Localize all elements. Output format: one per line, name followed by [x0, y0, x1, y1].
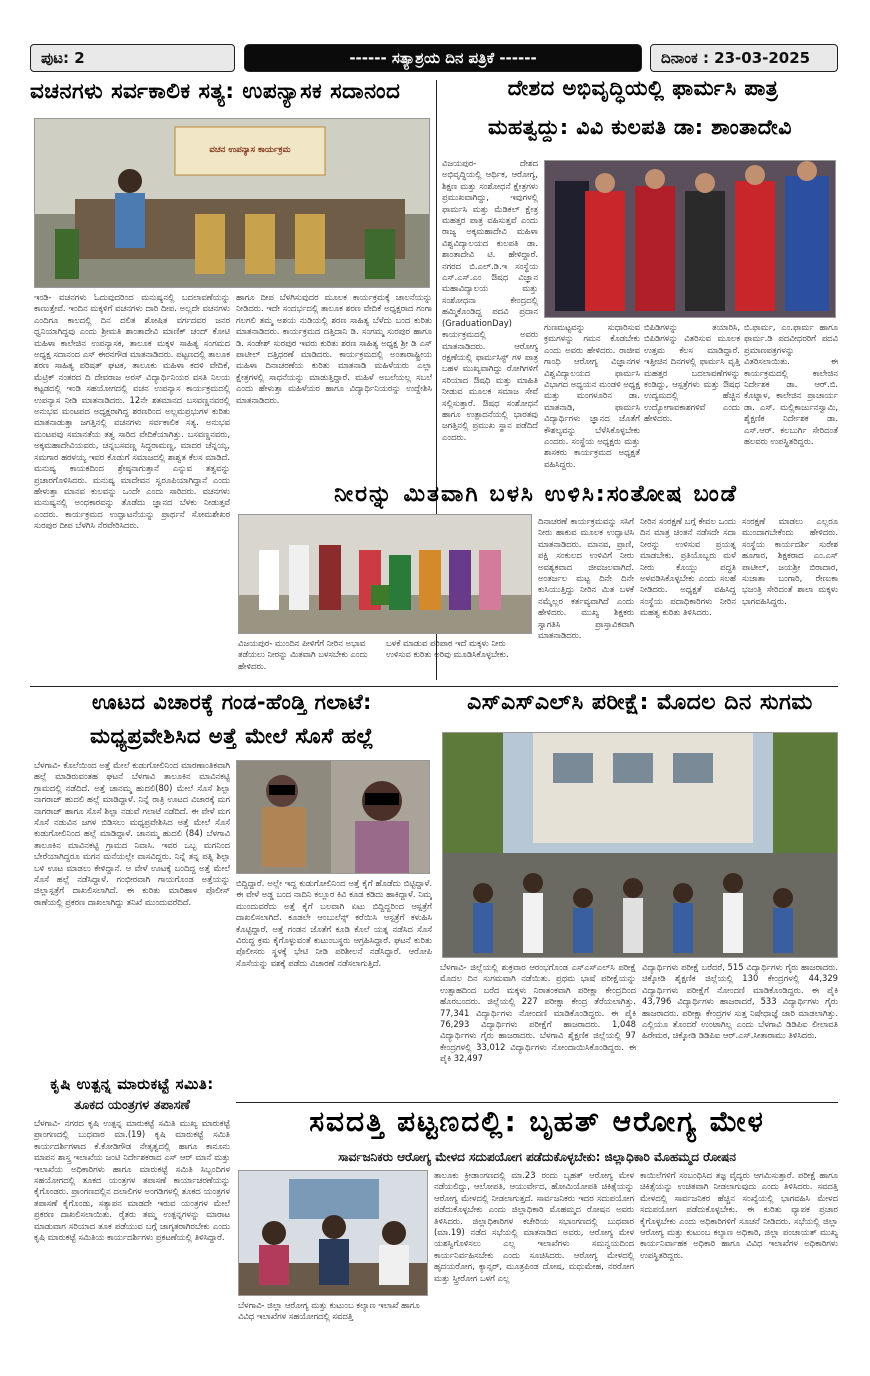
- story7-caption: ಬೆಳಗಾವಿ- ಜಿಲ್ಲಾ ಆರೋಗ್ಯ ಮತ್ತು ಕುಟುಂಬ ಕಲ್ಯಾಣ ಇಲಾಖೆ ಹಾಗೂ ವಿವಿಧ ಇಲಾಖೆಗಳ ಸಹಯೋಗದಲ್ಲಿ ಸವದತ್ತಿ: [238, 1300, 420, 1322]
- story2-column-2: ಗುಣಮಟ್ಟವನ್ನು ಸುಧಾರಿಸುವ ಕ್ರಮಗಳನ್ನು ಗಮನ ಕೊಡಬೇಕು ಎಂದು ಅವರು ಹೇಳಿದರು. ರಾಜೀವ ಗಾಂಧಿ ಆರೋಗ್ಯ ವಿಜ್ಞಾನಗಳ ವಿಶ್ವವಿದ್ಯಾಲಯದ ಫಾರ್ಮಸಿ ವಿಭಾಗದ ಅಧ್ಯಯನ ಮಂಡಳಿ ಅಧ್ಯಕ್ಷ ಮತ್ತು ಮಂಗಳೂರಿನ ಡಾ. ಮಾತನಾಡಿ, ಫಾರ್ಮಸಿ ವಿದ್ಯಾರ್ಥಿಗಳು ಜ್ಞಾನದ ಜೊತೆಗೆ ಕೌಶಲ್ಯವನ್ನು ಬೆಳೆಸಿಕೊಳ್ಳಬೇಕು ಎಂದರು. ಸಂಸ್ಥೆಯ ಅಧ್ಯಕ್ಷರು ಮತ್ತು ಶಾಸಕರು ಕಾರ್ಯಕ್ರಮದ ಅಧ್ಯಕ್ಷತೆ ವಹಿಸಿದ್ದರು.: [544, 322, 640, 469]
- story7-photo: [238, 1170, 428, 1296]
- story1-column-2: ಹಾಗೂ ದೀಪ ಬೆಳಗಿಸುವುದರ ಮೂಲಕ ಕಾರ್ಯಕ್ರಮಕ್ಕೆ ಚಾಲನೆಯನ್ನು ನೀಡಿದರು. ಇದೇ ಸಂದರ್ಭದಲ್ಲಿ ತಾಲೂಕ ಶರಣ ವೇದಿಕೆ ಅಧ್ಯಕ್ಷರಾದ ಗಂಗಾ ಗಲಗಲಿ ತಮ್ಮ ಅಶಯ ನುಡಿಯಲ್ಲಿ ಶರಣ ಸಾಹಿತ್ಯ ಬೆಳೆದು ಬಂದ ಕುರಿತು ಮಾತನಾಡಿದರು. ಕಾರ್ಯಕ್ರಮದ ದತ್ತಿದಾನಿ ಡಿ. ಸಂಗಮ್ಮ ಸುರಪುರ ಹಾಗೂ ಡಿ. ಸಂಡೇಶ್ ಸುರಪುರ ಇವರು ಕುರಿತು ಶರಣ ಸಾಹಿತ್ಯ ಅಧ್ಯಕ್ಷ ಶ್ರೀ ಡಿ ಎಸ್ ಪಾಟೀಲ್ ದತ್ತಿಧರಣೆ ಮಾಡಿದರು. ಕಾರ್ಯಕ್ರಮದಲ್ಲಿ ಅಂತಾರಾಷ್ಟ್ರೀಯ ಮಹಿಳಾ ದಿನಾಚರಣೆಯ ಕುರಿತು ಮಾತನಾಡಿ ಮಹಿಳೆಯರು ಎಲ್ಲಾ ಕ್ಷೇತ್ರಗಳಲ್ಲಿ ಸಾಧನೆಯನ್ನು ಮಾಡುತ್ತಿದ್ದಾರೆ. ಮಹಿಳೆ ಅಬಲೆಯಲ್ಲ ಸಬಲೆ ಎಂದು ಹೇಳುತ್ತಾ ಮಹಿಳೆಯರ ಹಾಗೂ ವಿದ್ಯಾರ್ಥಿನಿಯರನ್ನು ಉದ್ದೇಶಿಸಿ ಮಾತನಾಡಿದರು.: [236, 292, 432, 405]
- story3-headline: ನೀರನ್ನು ಮಿತವಾಗಿ ಬಳಸಿ ಉಳಿಸಿ:ಸಂತೋಷ ಬಂಡೆ: [334, 481, 738, 507]
- page-number: ಪುಟ: 2: [30, 44, 235, 72]
- story7-column-2: ಕಾಯಿಲೆಗಳಿಗೆ ಸಂಬಂಧಿಸಿದ ತಜ್ಞ ವೈದ್ಯರು ಆಗಮಿಸುತ್ತಾರೆ. ಪರೀಕ್ಷೆ ಹಾಗೂ ಚಿಕಿತ್ಸೆಯನ್ನು ಉಚಿತವಾಗಿ ನೀಡಲಾಗುವುದು ಎಂದು ತಿಳಿಸಿದರು. ಸವದತ್ತಿ ಮೇಳದಲ್ಲಿ ಸಾರ್ವಜನಿಕರ ಹೆಚ್ಚಿನ ಸಂಖ್ಯೆಯಲ್ಲಿ ಭಾಗವಹಿಸಿ ಮೇಳದ ಸದುಪಯೋಗ ಪಡೆದುಕೊಳ್ಳಬೇಕು. ಈ ಕುರಿತು ವ್ಯಾಪಕ ಪ್ರಚಾರ ಕೈಗೊಳ್ಳಬೇಕು ಎಂದು ಅಧಿಕಾರಿಗಳಿಗೆ ಸೂಚನೆ ನೀಡಿದರು. ಸಭೆಯಲ್ಲಿ ಜಿಲ್ಲಾ ಆರೋಗ್ಯ ಮತ್ತು ಕುಟುಂಬ ಕಲ್ಯಾಣ ಅಧಿಕಾರಿ, ಜಿಲ್ಲಾ ಪಂಚಾಯತ್ ಮುಖ್ಯ ಕಾರ್ಯನಿರ್ವಾಹಕ ಅಧಿಕಾರಿ ಹಾಗೂ ವಿವಿಧ ಇಲಾಖೆಗಳ ಅಧಿಕಾರಿಗಳು ಉಪಸ್ಥಿತರಿದ್ದರು.: [640, 1170, 838, 1260]
- story4-column-1: ಬೆಳಗಾವಿ- ಕೊಲೆಯಿಂದ ಅತ್ತೆ ಮೇಲೆ ಕುಡುಗೋಲಿನಿಂದ ಮಾರಣಾಂತಿಕವಾಗಿ ಹಲ್ಲೆ ಮಾಡಿರುವಂತಹ ಘಟನೆ ಬೆಳಗಾವಿ ತಾಲೂಕಿನ ಮಾವಿನಕಟ್ಟಿ ಗ್ರಾಮದಲ್ಲಿ ನಡೆದಿದೆ. ಅತ್ತೆ ಚಾನಮ್ಮ ಹುದಲಿ(80) ಮೇಲೆ ಸೊಸೆ ಶಿಲ್ಪಾ ನಾಗರಾಜ್ ಹುದಲಿ ಹಲ್ಲೆ ಮಾಡಿದ್ದಾಳೆ. ನಿನ್ನೆ ರಾತ್ರಿ ಊಟದ ವಿಚಾರಕ್ಕೆ ಮಗ ನಾಗರಾಜ್ ಹಾಗೂ ಸೊಸೆ ಶಿಲ್ಪಾ ನಡುವೆ ಗಲಾಟೆ ನಡೆದಿದೆ. ಈ ವೇಳೆ ಮಗ ಸೊಸೆ ನಡುವಿನ ಜಗಳ ಬಿಡಿಸಲು ಮಧ್ಯಪ್ರವೇಶಿಸಿದ ಅತ್ತೆ ಮೇಲೆ ಸೊಸೆ ಕುಡುಗೋಲಿನಿಂದ ಹಲ್ಲೆ ಮಾಡಿದ್ದಾಳೆ. ಚಾನಮ್ಮ ಹುದಲಿ (84) ಬೆಳಗಾವಿ ತಾಲೂಕಿನ ಮಾವಿನಕಟ್ಟಿ ಗ್ರಾಮದ ನಿವಾಸಿ. ಇವರ ಒಬ್ಬ ಮಗನಿಂದ ಬೇರೆಯಾಗಿದ್ದರೂ ಮಗನ ಮನೆಯಲ್ಲೇ ವಾಸವಿದ್ದರು. ನಿನ್ನೆ ತನ್ನ ಪತ್ನಿ ಶಿಲ್ಪಾ ಬಳಿ ಊಟ ಮಾಡಲು ಕೇಳಿದ್ದಾನೆ. ಆ ವೇಳೆ ಊಟಕ್ಕೆ ಬಂದಿದ್ದ ಅತ್ತೆ ಮೇಲೆ ಸೊಸೆ ಹಲ್ಲೆ ನಡೆಸಿದ್ದಾಳೆ. ಗಂಭೀರವಾಗಿ ಗಾಯಗೊಂಡ ಅತ್ತೆಯನ್ನು ಜಿಲ್ಲಾಸ್ಪತ್ರೆಗೆ ದಾಖಲಿಸಲಾಗಿದೆ. ಈ ಕುರಿತು ಮಾರಿಹಾಳ ಪೊಲೀಸ್ ಠಾಣೆಯಲ್ಲಿ ಪ್ರಕರಣ ದಾಖಲಾಗಿದ್ದು ತನಿಖೆ ಮುಂದುವರೆದಿದೆ.: [34, 760, 230, 907]
- story6-subhead: ತೂಕದ ಯಂತ್ರಗಳ ತಪಾಸಣೆ: [74, 1098, 190, 1113]
- section-divider: [30, 686, 838, 687]
- story3-caption-1: ವಿಜಯಪುರ- ಮುಂದಿನ ಪೀಳಿಗೆಗೆ ನೀರಿನ ಅಭಾವ ತಡೆಯಲು ನೀರನ್ನು ಮಿತವಾಗಿ ಬಳಸಬೇಕು ಎಂದು ಹೇಳಿದರು.: [238, 638, 368, 671]
- section-divider-bottom: [236, 1102, 838, 1103]
- story7-subhead: ಸಾರ್ವಜನಿಕರು ಆರೋಗ್ಯ ಮೇಳದ ಸದುಪಯೋಗ ಪಡೆದುಕೊಳ್ಳಬೇಕು: ಜಿಲ್ಲಾಧಿಕಾರಿ ಮೊಹಮ್ಮದ ರೋಷನ: [338, 1150, 736, 1164]
- story1-photo: [34, 118, 430, 288]
- story2-headline-line2: ಮಹತ್ವದ್ದು: ವಿವಿ ಕುಲಪತಿ ಡಾ: ಶಾಂತಾದೇವಿ: [488, 115, 792, 139]
- story4-headline-line2: ಮಧ್ಯಪ್ರವೇಶಿಸಿದ ಅತ್ತೆ ಮೇಲೆ ಸೊಸೆ ಹಲ್ಲೆ: [90, 724, 374, 748]
- story2-column-4: ಬಿ.ಫಾರ್ಮ, ಎಂ.ಫಾರ್ಮ ಹಾಗೂ ಫಾರ್ಮ.ಡಿ ಪದವೀಧರರಿಗೆ ಪದವಿ ಪ್ರಮಾಣಪತ್ರಗಳನ್ನು ವಿತರಿಸಲಾಯಿತು. ಈ ಕಾರ್ಯಕ್ರಮದಲ್ಲಿ ಕಾಲೇಜಿನ ನಿರ್ದೇಶಕ ಡಾ. ಆರ್.ಬಿ. ಕೊಟ್ನಾಳ, ಕಾಲೇಜಿನ ಪ್ರಾಚಾರ್ಯ ಡಾ. ಎಸ್. ಮಲ್ಲಿಕಾರ್ಜುನಸ್ವಾಮಿ, ಶೈಕ್ಷಣಿಕ ನಿರ್ದೇಶಕ ಡಾ. ಎಸ್.ಆರ್. ಕಲಬುರ್ಗಿ ಸೇರಿದಂತೆ ಹಲವರು ಉಪಸ್ಥಿತರಿದ್ದರು.: [744, 322, 838, 447]
- story3-column-3: ಸಂರಕ್ಷಣೆ ಮಾಡಲು ಎಲ್ಲರೂ ಮುಂದಾಗಬೇಕೆಂದು ಹೇಳಿದರು. ಸಂಸ್ಥೆಯ ಕಾರ್ಯದರ್ಶಿ ಸುರೇಶ ಹೂಗಾರ, ಶಿಕ್ಷಕರಾದ ಎಂ.ಎಸ್ ಪಾಟೀಲ್, ಜಯಶ್ರೀ ಬಿರಾದಾರ, ಸುಜಾತಾ ಬಂಗಾರಿ, ರೇಣುಕಾ ಭಜಂತ್ರಿ ಸೇರಿದಂತೆ ಶಾಲಾ ಮಕ್ಕಳು ಭಾಗವಹಿಸಿದ್ದರು.: [742, 516, 838, 606]
- story1-column-1: ಇಂಡಿ- ವಚನಗಳು ಓದುವುದರಿಂದ ಮನುಷ್ಯನಲ್ಲಿ ಬದಲಾವಣೆಯನ್ನು ಕಾಣುತ್ತೇವೆ. ಇಂದಿನ ಮಕ್ಕಳಿಗೆ ವಚನಗಳು ದಾರಿ ದೀಪ. ಅಲ್ಲದೇ ವಚನಗಳು ಎಂದಿಗೂ ಕಾಲದಲ್ಲಿ ದಿನ ದಲಿತ ಶೋಷಿತ ವರ್ಗದವರ ಜನರ ಧ್ವನಿಯಾಗಿದ್ದವು ಎಂದು ಶ್ರೀಮತಿ ಶಾಂತಾದೇವಿ ಮಾಣಿಕ್ ಚಂದ್ ಕೋಟಿ ಮಹಿಳಾ ಕಾಲೇಜಿನ ಉಪನ್ಯಾಸಕ, ತಾಲೂಕ ಮಕ್ಕಳ ಸಾಹಿತ್ಯ ಸಂಗಮದ ಅಧ್ಯಕ್ಷ ಸದಾನಂದ ಎಸ್ ಈರನಗೌಡ ಮಾತನಾಡಿದರು. ಪಟ್ಟಣದಲ್ಲಿ ತಾಲೂಕ ಶರಣ ಸಾಹಿತ್ಯ ಪರಿಷತ್ ಘಟಕ, ತಾಲೂಕು ಮಹಿಳಾ ಕದಳಿ ವೇದಿಕೆ, ಮೆಟ್ರಿಕ್ ನಂತರದ ದಿ ದೇವರಾಜ ಅರಸ್ ವಿದ್ಯಾರ್ಥಿನಿಯರ ವಸತಿ ನಿಲಯ ಕಟ್ಟಡದಲ್ಲಿ ಇಂಡಿ ಸಹಯೋಗದಲ್ಲಿ ವಚನ ಉಪನ್ಯಾಸ ಕಾರ್ಯಕ್ರಮದಲ್ಲಿ ಉಪನ್ಯಾಸ ನೀಡಿ ಮಾತನಾಡಿದರು. 12ನೇ ಶತಮಾನದ ಬಸವಣ್ಣನವರಲ್ಲಿ ಅನುಭವ ಮಂಟಪದ ಅಧ್ಯಕ್ಷರಾಗಿದ್ದ ಶರಣರಿಂದ ಅಲ್ಲಮಪ್ರಭುಗಳ ಕುರಿತು ಮಾತನಾಡುತ್ತಾ ಜಗತ್ತಿನಲ್ಲಿ ವಚನಗಳು ಸರ್ವಕಾಲಿಕ ಸತ್ಯ. ಅನುಭವ ಮಂಟಪವು ಸಮಾನತೆಯ ತತ್ವ ಸಾರಿದ ವೇದಿಕೆಯಾಗಿತ್ತು. ಬಸವಣ್ಣನವರು, ಅಕ್ಕಮಹಾದೇವಿಯವರು, ಚನ್ನಬಸವಣ್ಣ ಸಿದ್ಧರಾಮಣ್ಣ, ಮಾದರ ಚೆನ್ನಯ್ಯ, ಸಮಗಾರ ಹರಳಯ್ಯ ಇವರ ಕೊಡುಗೆ ಸಮಾಜದಲ್ಲಿ ಶಾಶ್ವತ ಕೆಲಸ ಮಾಡಿದೆ. ಮನುಷ್ಯ ಕಾಯಕದಿಂದ ಶ್ರೇಷ್ಠನಾಗುತ್ತಾನೆ ಎನ್ನುವ ತತ್ವವನ್ನು ಪ್ರಚಾರಗೊಳಿಸಿದರು. ಮನುಷ್ಯ ಮಾದೇವನ ಸ್ವರೂಪಿಯಾಗಿದ್ದಾನೆ ಎಂದು ಹೇಳುತ್ತಾ ಮಾನವ ಕುಲವನ್ನು ಒಂದೇ ಎಂದು ಸಾರಿದರು. ವಚನಗಳು ಮನುಷ್ಯನಲ್ಲಿ ಅಂಧಕಾರವನ್ನು ತೊಡೆದು ಜ್ಞಾನದ ಬೆಳಕು ನೀಡುತ್ತವೆ ಎಂದರು. ಕಾರ್ಯಕ್ರಮದ ಉದ್ಘಾಟನೆಯನ್ನು ಪ್ರಾರ್ಥನೆ ಸೋಮಶೇಖರ ಸುರಪುರ ದೀಪ ಬೆಳಗಿಸಿ ನೆರವೇರಿಸಿದರು.: [34, 292, 230, 531]
- story4-column-2: ಬಿದ್ದಿದ್ದಾರೆ. ಅಲ್ಲೇ ಇದ್ದ ಕುಡುಗೋಲಿನಿಂದ ಅತ್ತೆ ಕೈಗೆ ಹೊಡೆದು ಬಿಟ್ಟಿದ್ದಾಳೆ. ಈ ವೇಳೆ ಅಡ್ಡ ಬಂದ ನಾದಿನಿ ಕಲ್ಲೂರ ಕಿವಿ ಕೂಡ ಕಡಿದು ಹಾಕಿದ್ದಾಳೆ. ನಿಮ್ಮ ಮುಂದುವರೆದು ಅತ್ತೆ ಕೈಗೆ ಬಲವಾಗಿ ಏಟು ಬಿದ್ದಿದ್ದರಿಂದ ಆಸ್ಪತ್ರೆಗೆ ದಾಖಲಿಸಲಾಗಿದೆ. ಕೂಡಲೇ ಆಂಬುಲೆನ್ಸ್ ಕರೆಯಿಸಿ ಆಸ್ಪತ್ರೆಗೆ ಕಳುಹಿಸಿ ಕೊಟ್ಟಿದ್ದಾರೆ. ಅತ್ತೆ ಗಂಡನ ಜೊತೆಗೆ ಕೂಡಿ ಕೊಲೆ ಯತ್ನ ನಡೆಸಿದ ಸೊಸೆ ವಿರುದ್ಧ ಕ್ರಮ ಕೈಗೊಳ್ಳುವಂತೆ ಕುಟುಂಬಸ್ಥರು ಆಗ್ರಹಿಸಿದ್ದಾರೆ. ಘಟನೆ ಕುರಿತು ಪೊಲೀಸರು ಸ್ಥಳಕ್ಕೆ ಭೇಟಿ ನೀಡಿ ಪರಿಶೀಲನೆ ನಡೆಸಿದ್ದಾರೆ. ಆರೋಪಿ ಸೊಸೆಯನ್ನು ವಶಕ್ಕೆ ಪಡೆದು ವಿಚಾರಣೆ ನಡೆಸಲಾಗುತ್ತಿದೆ.: [236, 878, 432, 968]
- story2-photo: [544, 160, 836, 318]
- story6-column-1: ಬೆಳಗಾವಿ- ನಗರದ ಕೃಷಿ ಉತ್ಪನ್ನ ಮಾರುಕಟ್ಟೆ ಸಮಿತಿ ಮುಖ್ಯ ಮಾರುಕಟ್ಟೆ ಪ್ರಾಂಗಣದಲ್ಲಿ ಬುಧವಾರ ಮಾ.(19) ಕೃಷಿ ಮಾರುಕಟ್ಟೆ ಸಮಿತಿ ಕಾರ್ಯದರ್ಶಿಗಳಾದ ಕೆ.ಕೋಡಿಗೌಡ ನೇತೃತ್ವದಲ್ಲಿ ಹಾಗೂ ಕಾನೂನು ಮಾಪನ ಶಾಸ್ತ್ರ ಇಲಾಖೆಯ ಜಂಟಿ ನಿರ್ದೇಶಕರಾದ ಎಸ್ ಆರ್ ಮಾನೆ ಮತ್ತು ಇಲಾಖೆಯ ಅಧಿಕಾರಿಗಳು ಹಾಗೂ ಮಾರುಕಟ್ಟೆ ಸಮಿತಿ ಸಿಬ್ಬಂದಿಗಳ ಸಹಯೋಗದಲ್ಲಿ ತೂಕದ ಯಂತ್ರಗಳ ತಪಾಸಣೆ ಕಾರ್ಯಾಚರಣೆಯನ್ನು ಕೈಗೊಂಡರು. ಪ್ರಾಂಗಣದಲ್ಲಿನ ದಲಾಲಿಗಳ ಅಂಗಡಿಗಳಲ್ಲಿ ತೂಕದ ಯಂತ್ರಗಳ ತಪಾಸಣೆ ಕೈಗೊಂಡು, ಸತ್ಯಾಪನ ಮಾಡದೇ ಇರುವ ಯಂತ್ರಗಳ ಮೇಲೆ ಪ್ರಕರಣ ದಾಖಲಿಸಲಾಯಿತು. ರೈತರು ತಮ್ಮ ಉತ್ಪನ್ನಗಳನ್ನು ಮಾರಾಟ ಮಾಡುವಾಗ ಸರಿಯಾದ ತೂಕ ಪಡೆಯುವ ಬಗ್ಗೆ ಜಾಗೃತರಾಗಿರಬೇಕು ಎಂದು ಕೃಷಿ ಮಾರುಕಟ್ಟೆ ಸಮಿತಿಯ ಕಾರ್ಯದರ್ಶಿಗಳು ಪ್ರಕಟಣೆಯಲ್ಲಿ ತಿಳಿಸಿದ್ದಾರೆ.: [34, 1118, 230, 1243]
- story7-headline: ಸವದತ್ತಿ ಪಟ್ಟಣದಲ್ಲಿ: ಬೃಹತ್ ಆರೋಗ್ಯ ಮೇಳ: [309, 1105, 765, 1138]
- story3-photo: [238, 514, 532, 634]
- story4-photo: [236, 760, 430, 874]
- date-label: ದಿನಾಂಕ : 23-03-2025: [650, 44, 838, 72]
- story3-column-2: ನೀರಿನ ಸಂರಕ್ಷಣೆ ಬಗ್ಗೆ ಕೇವಲ ಒಂದು ದಿನ ಮಾತ್ರ ಚಿಂತನೆ ನಡೆಸದೇ ಸದಾ ನೀರನ್ನು ಉಳಿಸುವ ಪ್ರಯತ್ನ ಮಾಡಬೇಕು. ಪ್ರತಿಯೊಬ್ಬರು ಮಳೆ ನೀರು ಕೊಯ್ಲು ಪದ್ಧತಿ ಅಳವಡಿಸಿಕೊಳ್ಳಬೇಕು ಎಂದು ಸಲಹೆ ನೀಡಿದರು. ಅಧ್ಯಕ್ಷತೆ ವಹಿಸಿದ್ದ ಸಂಸ್ಥೆಯ ಪದಾಧಿಕಾರಿಗಳು ನೀರಿನ ಮಹತ್ವ ಕುರಿತು ತಿಳಿಸಿದರು.: [640, 516, 736, 618]
- story4-headline-line1: ಊಟದ ವಿಚಾರಕ್ಕೆ ಗಂಡ-ಹೆಂಡ್ತಿ ಗಲಾಟೆ:: [92, 690, 372, 714]
- story2-column-3: ಬಿಪಿಡಿಗಳನ್ನು ತಯಾರಿಸಿ, ಬಿಪಿಡಿಗಳನ್ನು ವಿತರಿಸುವ ಮೂಲಕ ಉತ್ತಮ ಕೆಲಸ ಮಾಡಿದ್ದಾರೆ. ಇತ್ತೀಚಿನ ದಿನಗಳಲ್ಲಿ ಫಾರ್ಮಸಿ ವೃತ್ತಿ ಮಹತ್ತರ ಬದಲಾವಣೆಗಳನ್ನು ಕಂಡಿದ್ದು, ಆಸ್ಪತ್ರೆಗಳು ಮತ್ತು ಔಷಧ ಉದ್ಯಮದಲ್ಲಿ ಹೆಚ್ಚಿನ ಉದ್ಯೋಗಾವಕಾಶಗಳಿವೆ ಎಂದು ಹೇಳಿದರು.: [644, 322, 740, 424]
- paper-name: ------ ಸತ್ಯಾಶ್ರಯ ದಿನ ಪತ್ರಿಕೆ ------: [244, 44, 642, 72]
- story2-column-1: ವಿಜಯಪುರ- ದೇಶದ ಅಭಿವೃದ್ಧಿಯಲ್ಲಿ ಆರ್ಥಿಕ, ಆರೋಗ್ಯ, ಶಿಕ್ಷಣ ಮತ್ತು ಸಂಶೋಧನೆ ಕ್ಷೇತ್ರಗಳು ಪ್ರಮುಖವಾಗಿದ್ದು, ಇವುಗಳಲ್ಲಿ ಫಾರ್ಮಸಿ ಮತ್ತು ಮೆಡಿಕಲ್ ಕ್ಷೇತ್ರ ಮಹತ್ತರ ಪಾತ್ರ ವಹಿಸುತ್ತವೆ ಎಂದು ರಾಜ್ಯ ಅಕ್ಕಮಹಾದೇವಿ ಮಹಿಳಾ ವಿಶ್ವವಿದ್ಯಾಲಯದ ಕುಲಪತಿ ಡಾ. ಶಾಂತಾದೇವಿ ಟಿ. ಹೇಳಿದ್ದಾರೆ. ನಗರದ ಬಿ.ಎಲ್.ಡಿ.ಇ ಸಂಸ್ಥೆಯ ಎಸ್.ಎಸ್.ಎಂ ಔಷಧ ವಿಜ್ಞಾನ ಮಹಾವಿದ್ಯಾಲಯ ಮತ್ತು ಸಂಶೋಧನಾ ಕೇಂದ್ರದಲ್ಲಿ ಹಮ್ಮಿಕೊಂಡಿದ್ದ ಪದವಿ ಪ್ರದಾನ (GraduationDay) ಕಾರ್ಯಕ್ರಮದಲ್ಲಿ ಅವರು ಮಾತನಾಡಿದರು. ಆರೋಗ್ಯ ರಕ್ಷಣೆಯಲ್ಲಿ ಫಾರ್ಮಸಿಸ್ಟ್ ಗಳ ಪಾತ್ರ ಬಹಳ ಮುಖ್ಯವಾಗಿದ್ದು ರೋಗಿಗಳಿಗೆ ಸರಿಯಾದ ಔಷಧಿ ಮತ್ತು ಮಾಹಿತಿ ನೀಡುವ ಮೂಲಕ ಸಮಾಜ ಸೇವೆ ಸಲ್ಲಿಸುತ್ತಾರೆ. ಔಷಧ ಸಂಶೋಧನೆ ಹಾಗೂ ಉತ್ಪಾದನೆಯಲ್ಲಿ ಭಾರತವು ಜಗತ್ತಿನಲ್ಲಿ ಪ್ರಮುಖ ಸ್ಥಾನ ಪಡೆದಿದೆ ಎಂದರು.: [442, 158, 538, 442]
- story5-column-1: ಬೆಳಗಾವಿ- ಜಿಲ್ಲೆಯಲ್ಲಿ ಶುಕ್ರವಾರ ಆರಂಭಗೊಂಡ ಎಸ್‌ಎಸ್‌ಎಲ್‌ಸಿ ಪರೀಕ್ಷೆ ಮೊದಲ ದಿನ ಸುಗಮವಾಗಿ ನಡೆಯಿತು. ಪ್ರಥಮ ಭಾಷೆ ಪರೀಕ್ಷೆಯನ್ನು ಉತ್ಸಾಹದಿಂದ ಬರೆದ ಮಕ್ಕಳು ನಿರಾತಂಕವಾಗಿ ಪರೀಕ್ಷಾ ಕೇಂದ್ರದಿಂದ ಹೊರಬಂದರು. ಜಿಲ್ಲೆಯಲ್ಲಿ 227 ಪರೀಕ್ಷಾ ಕೇಂದ್ರ ತೆರೆಯಲಾಗಿತ್ತು. 77,341 ವಿದ್ಯಾರ್ಥಿಗಳು ನೋಂದಣಿ ಮಾಡಿಕೊಂಡಿದ್ದರು. ಈ ಪೈಕಿ 76,293 ವಿದ್ಯಾರ್ಥಿಗಳು ಪರೀಕ್ಷೆಗೆ ಹಾಜರಾದರು. 1,048 ವಿದ್ಯಾರ್ಥಿಗಳು ಗೈರು ಹಾಜರಾದರು. ಬೆಳಗಾವಿ ಶೈಕ್ಷಣಿಕ ಜಿಲ್ಲೆಯಲ್ಲಿ 97 ಕೇಂದ್ರಗಳಲ್ಲಿ 33,012 ವಿದ್ಯಾರ್ಥಿಗಳು ನೋಂದಾಯಿಸಿಕೊಂಡಿದ್ದರು. ಈ ಪೈಕಿ 32,497: [440, 962, 636, 1064]
- masthead-bar: [30, 44, 838, 72]
- story1-banner-text: ವಚನ ಉಪನ್ಯಾಸ ಕಾರ್ಯಕ್ರಮ: [209, 145, 291, 155]
- story2-headline-line1: ದೇಶದ ಅಭಿವೃದ್ಧಿಯಲ್ಲಿ ಫಾರ್ಮಸಿ ಪಾತ್ರ: [507, 76, 779, 100]
- story3-caption-2: ಬಳಕೆ ಮಾಡುವ ಪರಿಪಾಠ ಇದೆ ಮಕ್ಕಳು ನೀರು ಉಳಿಸುವ ಕುರಿತು ಅರಿವು ಮೂಡಿಸಿಕೊಳ್ಳಬೇಕು.: [386, 638, 509, 660]
- story5-column-2: ವಿದ್ಯಾರ್ಥಿಗಳು ಪರೀಕ್ಷೆ ಬರೆದರೆ, 515 ವಿದ್ಯಾರ್ಥಿಗಳು ಗೈರು ಹಾಜರಾದರು. ಚಿಕ್ಕೋಡಿ ಶೈಕ್ಷಣಿಕ ಜಿಲ್ಲೆಯಲ್ಲಿ 130 ಕೇಂದ್ರಗಳಲ್ಲಿ 44,329 ವಿದ್ಯಾರ್ಥಿಗಳು ಪರೀಕ್ಷೆಗೆ ನೋಂದಣಿ ಮಾಡಿಕೊಂಡಿದ್ದರು. ಈ ಪೈಕಿ 43,796 ವಿದ್ಯಾರ್ಥಿಗಳು ಹಾಜರಾದರೆ, 533 ವಿದ್ಯಾರ್ಥಿಗಳು ಗೈರು ಹಾಜರಾದರು. ಪರೀಕ್ಷಾ ಕೇಂದ್ರಗಳ ಸುತ್ತ ನಿಷೇಧಾಜ್ಞೆ ಜಾರಿ ಮಾಡಲಾಗಿತ್ತು. ಎಲ್ಲಿಯೂ ತೊಂದರೆ ಉಂಟಾಗಿಲ್ಲ ಎಂದು ಬೆಳಗಾವಿ ಡಿಡಿಪಿಐ ಲೀಲಾವತಿ ಹಿರೇಮಠ, ಚಿಕ್ಕೋಡಿ ಡಿಡಿಪಿಐ ಆರ್.ಎಸ್.ಸೀತಾರಾಮು ತಿಳಿಸಿದರು.: [642, 962, 838, 1041]
- story7-column-1: ತಾಲೂಕು ಕ್ರೀಡಾಂಗಣದಲ್ಲಿ ಮಾ.23 ರಂದು ಬೃಹತ್ ಆರೋಗ್ಯ ಮೇಳ ನಡೆಯಲಿದ್ದು, ಆಲೋಪತಿ, ಆಯುರ್ವೇದ, ಹೋಮಿಯೋಪತಿ ಚಿಕಿತ್ಸೆಯನ್ನು ಆರೋಗ್ಯ ಮೇಳದಲ್ಲಿ ನೀಡಲಾಗುತ್ತದೆ. ಸಾರ್ವಜನಿಕರು ಇದರ ಸದುಪಯೋಗ ಪಡೆದುಕೊಳ್ಳಬೇಕು ಎಂದು ಜಿಲ್ಲಾಧಿಕಾರಿ ಮೊಹಮ್ಮದ ರೋಷನ ಅವರು ತಿಳಿಸಿದರು. ಜಿಲ್ಲಾಧಿಕಾರಿಗಳ ಕಚೇರಿಯ ಸಭಾಂಗಣದಲ್ಲಿ ಬುಧವಾರ (ಮಾ.19) ನಡೆದ ಸಭೆಯಲ್ಲಿ ಮಾತನಾಡಿದ ಅವರು, ಆರೋಗ್ಯ ಮೇಳ ಯಶಸ್ವಿಗೊಳಿಸಲು ಎಲ್ಲ ಇಲಾಖೆಗಳು ಸಮನ್ವಯದಿಂದ ಕಾರ್ಯನಿರ್ವಹಿಸಬೇಕು ಎಂದು ಸೂಚಿಸಿದರು. ಆರೋಗ್ಯ ಮೇಳದಲ್ಲಿ ಹೃದಯರೋಗ, ಕ್ಯಾನ್ಸರ್, ಮೂತ್ರಪಿಂಡ ದೋಷ, ಮಧುಮೇಹ, ನರರೋಗ ಮತ್ತು ಸ್ತ್ರೀರೋಗ ಒಳಗೆ ಎಲ್ಲ: [434, 1170, 634, 1283]
- story3-column-1: ದಿನಾಚರಣೆ ಕಾರ್ಯಕ್ರಮವನ್ನು ಸಸಿಗೆ ನೀರು ಹಾಕುವ ಮೂಲಕ ಉದ್ಘಾಟಿಸಿ ಮಾತನಾಡಿದರು. ಮಾನವ, ಪ್ರಾಣಿ, ಪಕ್ಷಿ ಸಂಕುಲದ ಉಳಿವಿಗೆ ನೀರು ಅವಶ್ಯಕವಾದ ಜೀವಜಲವಾಗಿದೆ. ಅಂತರ್ಜಲ ಮಟ್ಟ ದಿನೇ ದಿನೇ ಕುಸಿಯುತ್ತಿದ್ದು ನೀರಿನ ಮಿತ ಬಳಕೆ ನಮ್ಮೆಲ್ಲರ ಕರ್ತವ್ಯವಾಗಿದೆ ಎಂದು ಹೇಳಿದರು. ಮುಖ್ಯ ಶಿಕ್ಷಕರು ಸ್ವಾಗತಿಸಿ ಪ್ರಾಸ್ತಾವಿಕವಾಗಿ ಮಾತನಾಡಿದರು.: [538, 516, 634, 641]
- story5-headline: ಎಸ್‌ಎಸ್‌ಎಲ್‌ಸಿ ಪರೀಕ್ಷೆ: ಮೊದಲ ದಿನ ಸುಗಮ: [467, 690, 813, 715]
- story1-headline: ವಚನಗಳು ಸರ್ವಕಾಲಿಕ ಸತ್ಯ: ಉಪನ್ಯಾಸಕ ಸದಾನಂದ: [30, 79, 401, 104]
- story6-headline: ಕೃಷಿ ಉತ್ಪನ್ನ ಮಾರುಕಟ್ಟೆ ಸಮಿತಿ:: [50, 1075, 214, 1093]
- story5-photo: [442, 732, 838, 958]
